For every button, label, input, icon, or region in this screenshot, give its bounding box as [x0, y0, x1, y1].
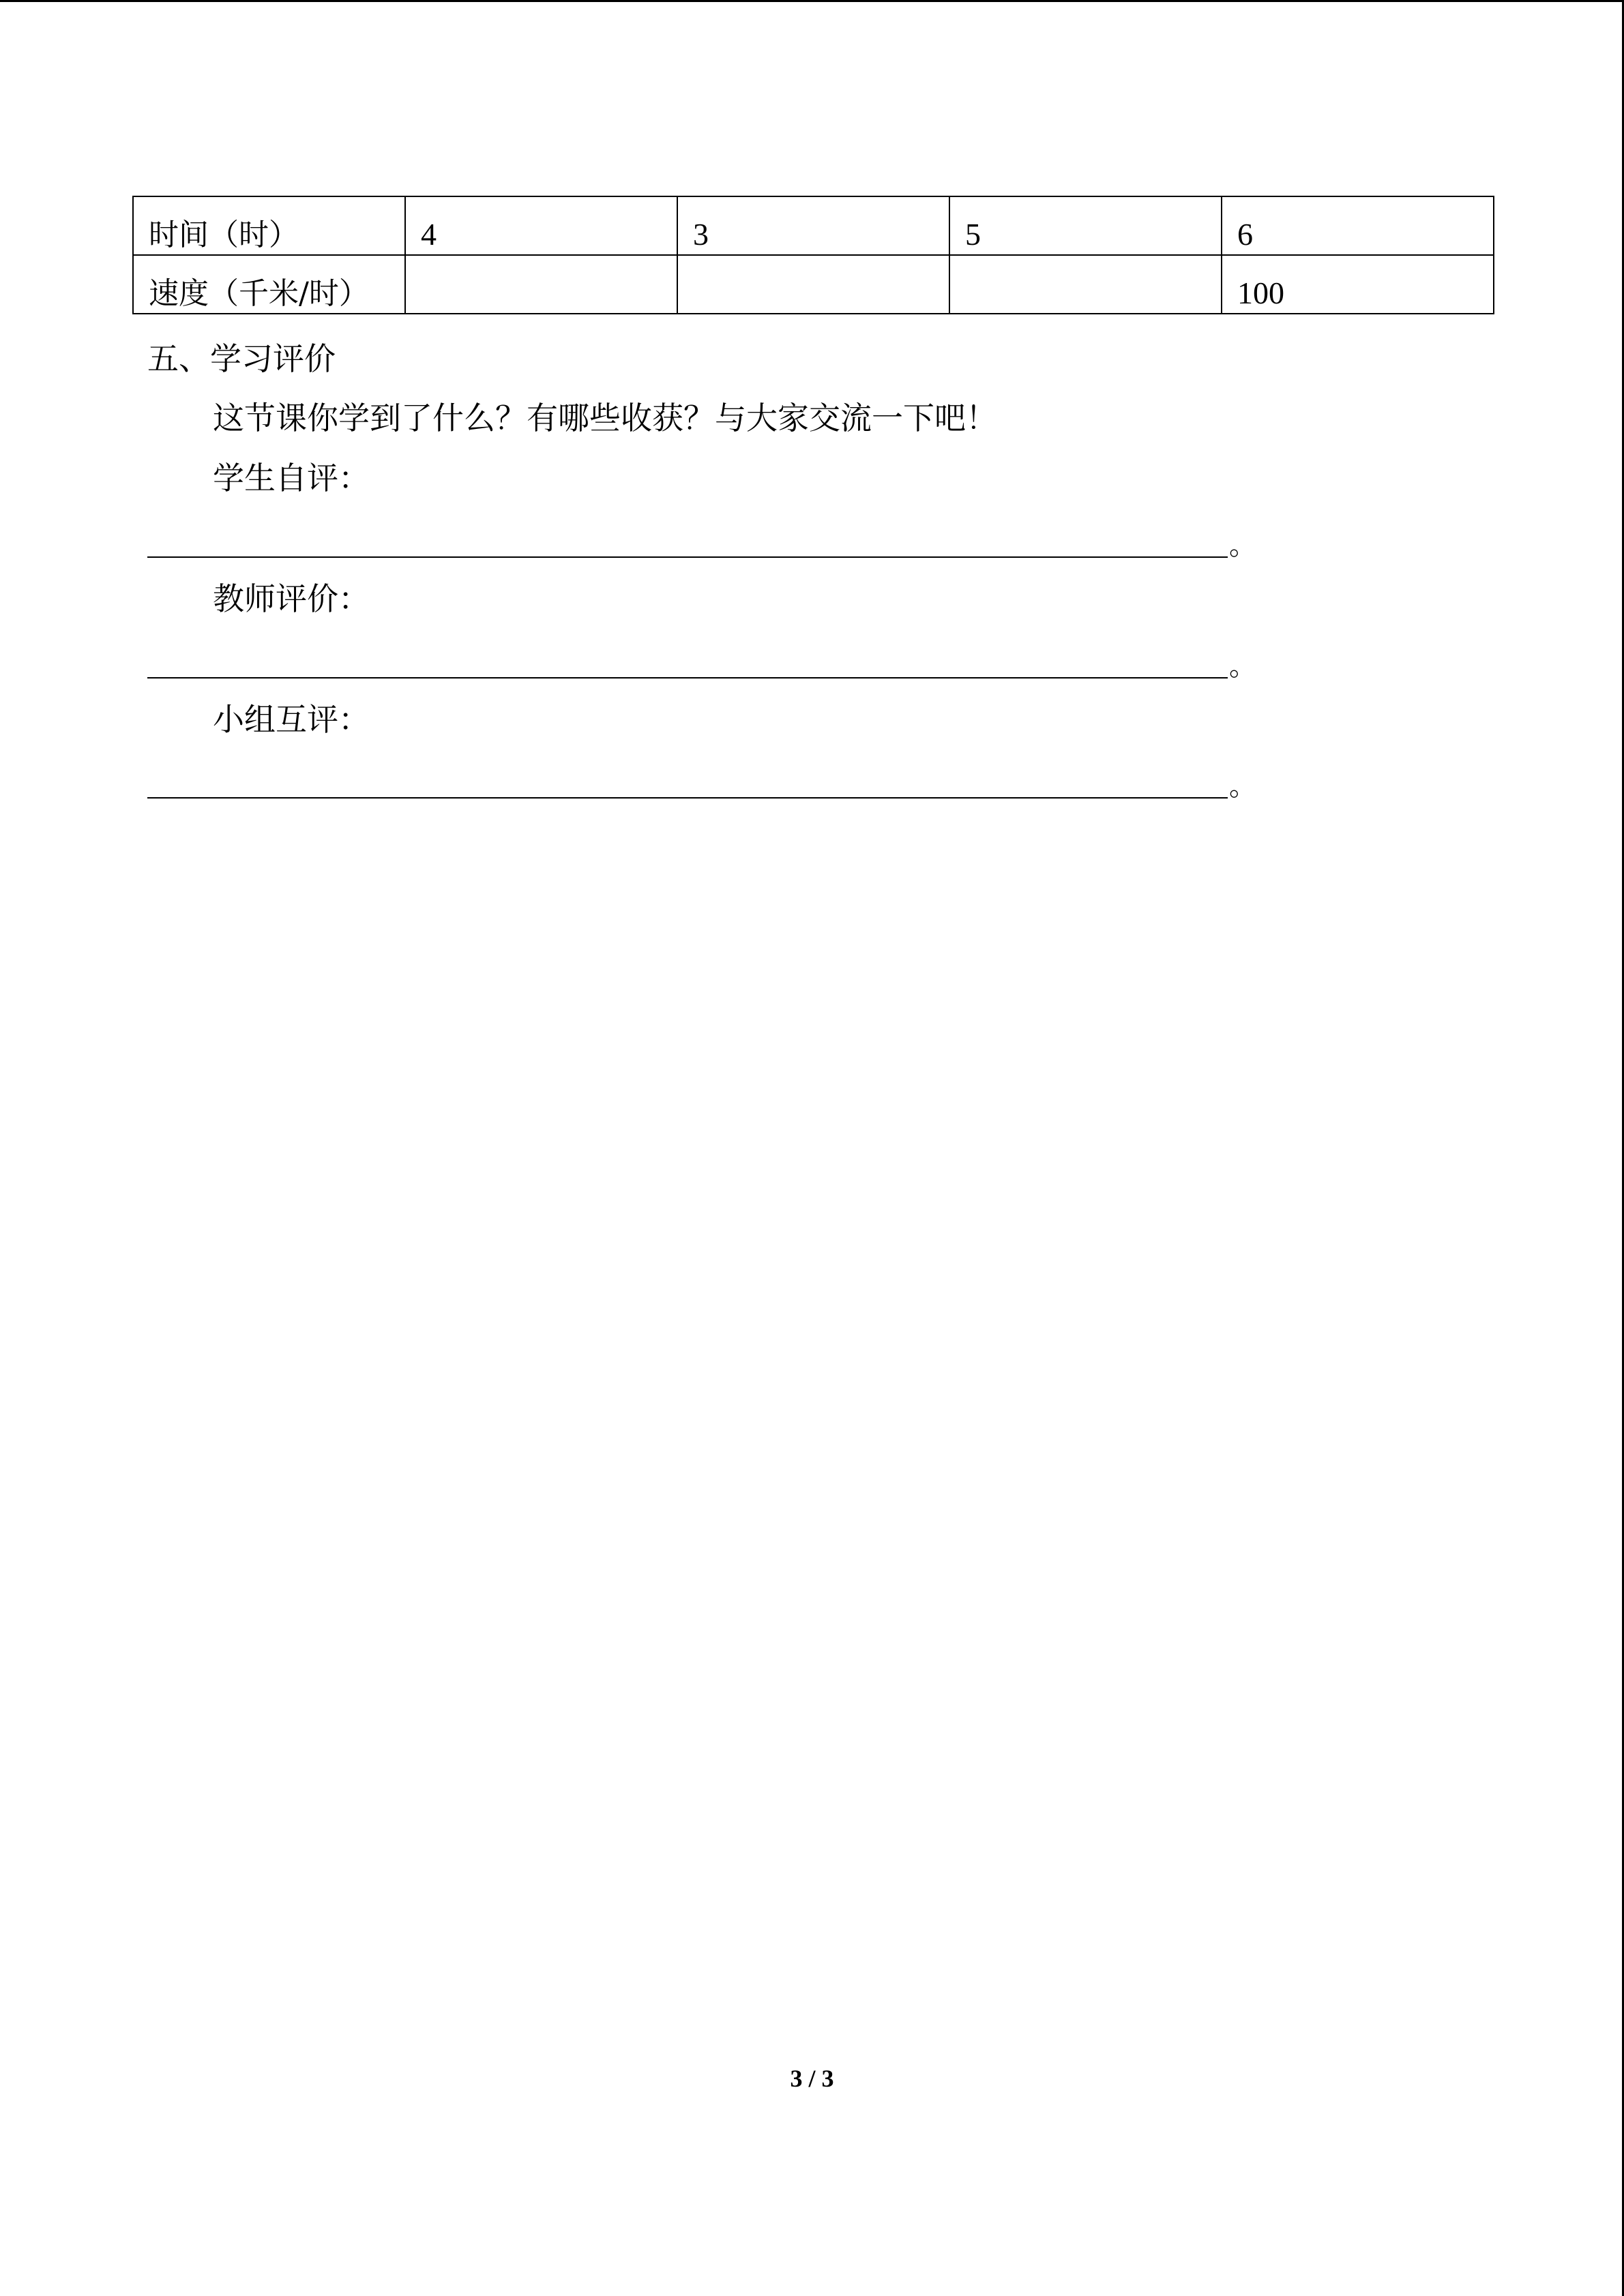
table-cell: 6 — [1222, 196, 1494, 255]
table-row-header: 时间（时） — [133, 196, 405, 255]
table-cell: 100 — [1222, 255, 1494, 314]
table-cell-blank[interactable] — [949, 255, 1222, 314]
end-mark: 。 — [1229, 771, 1256, 802]
table-cell: 5 — [949, 196, 1222, 255]
table-row-header: 速度（千米/时） — [133, 255, 405, 314]
teacher-eval-label: 教师评价： — [213, 580, 370, 617]
end-mark: 。 — [1229, 530, 1256, 561]
table-cell: 4 — [405, 196, 677, 255]
group-eval-label: 小组互评： — [213, 701, 370, 738]
page-edge-top — [0, 0, 1624, 2]
table-cell-blank[interactable] — [677, 255, 949, 314]
end-mark: 。 — [1229, 651, 1256, 682]
page-number: 3 / 3 — [790, 2065, 834, 2092]
table-row-speed — [133, 255, 1494, 314]
teacher-eval-answer-line[interactable] — [147, 677, 1228, 679]
student-self-eval-label: 学生自评： — [213, 460, 370, 496]
time-speed-table — [132, 196, 1494, 314]
table-row-time — [133, 196, 1494, 255]
reflection-prompt: 这节课你学到了什么？有哪些收获？与大家交流一下吧！ — [213, 400, 997, 436]
table-cell: 3 — [677, 196, 949, 255]
table-cell-blank[interactable] — [405, 255, 677, 314]
group-eval-answer-line[interactable] — [147, 797, 1228, 799]
student-self-eval-answer-line[interactable] — [147, 556, 1228, 558]
section-heading: 五、学习评价 — [147, 340, 336, 377]
